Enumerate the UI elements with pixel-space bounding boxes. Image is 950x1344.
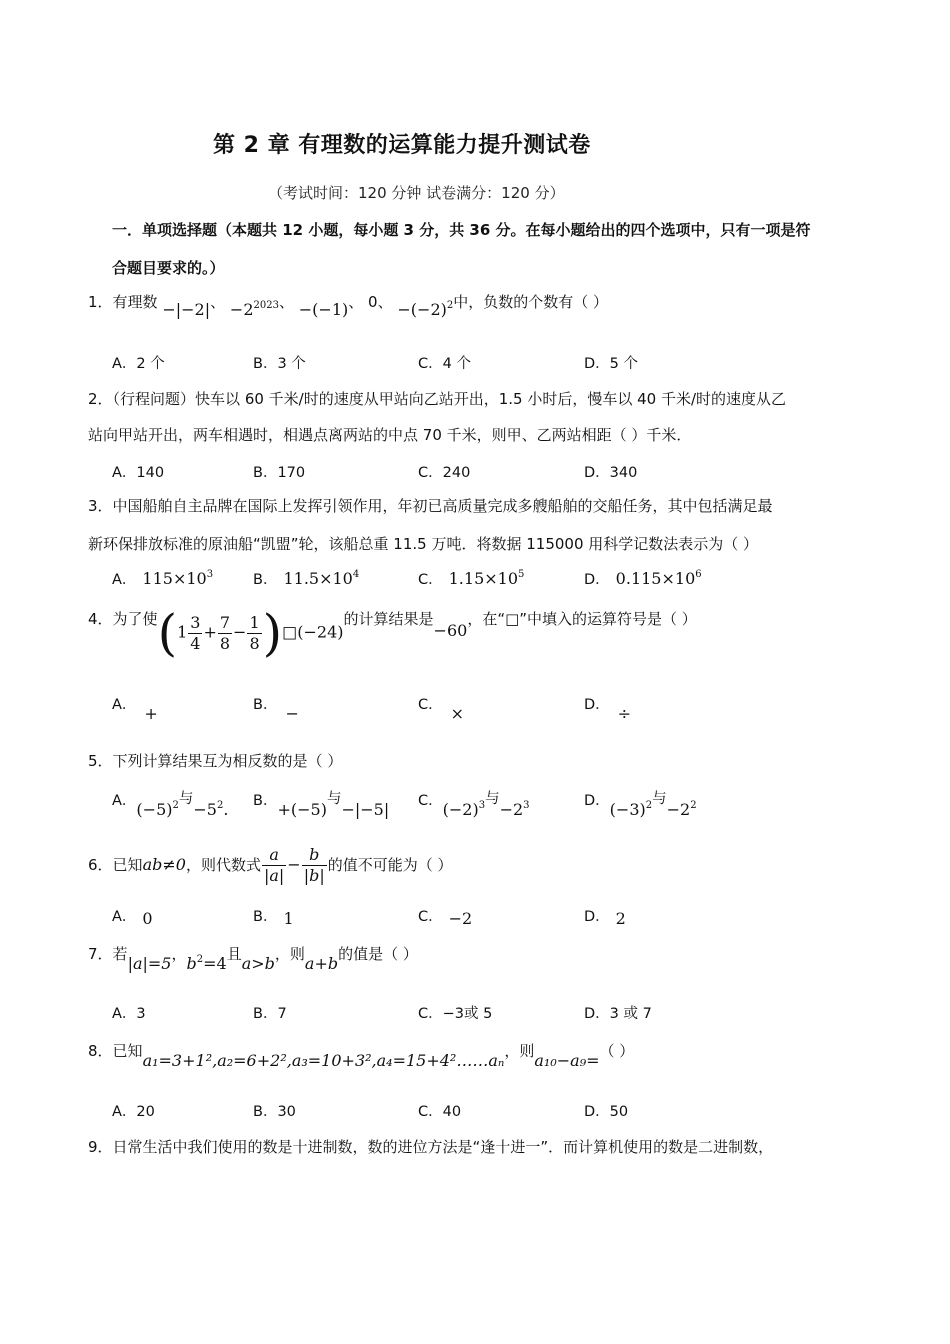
q1-option-c: C．4 个: [418, 356, 471, 372]
question-1: 1．有理数 −|−2|、 $-2^{2023}$、 −(−1)、 0、 $-(-2)^2$中，负数的个数有（ ）: [88, 293, 609, 319]
q1-sep-1: 、: [210, 293, 226, 311]
q5-option-d: D．$(-3)^2$与$-2^2$: [584, 791, 697, 819]
q6-fraction-a: $\frac{a}{|a|}$: [263, 845, 285, 885]
q7-number: 7．: [88, 945, 113, 963]
question-8: 8．已知a₁=3+1²,a₂=6+2²,a₃=10+3²,a₄=15+4²……aₙ，则a₁₀−a₉=（ ）: [88, 1042, 635, 1070]
q5-option-a: A．$(-5)^2$与$-5^2$.: [112, 791, 229, 819]
q1-prefix: 有理数: [112, 293, 158, 311]
q6-option-a: A． 0: [112, 909, 153, 928]
q1-option-d: D．5 个: [584, 356, 638, 372]
q8-option-d: D．50: [584, 1104, 629, 1120]
q7-option-a: A．3: [112, 1006, 146, 1022]
q4-fraction-1: $\frac{3}{4}$: [190, 612, 201, 653]
question-3-line2: 新环保排放标准的原油船“凯盟”轮，该船总重 11.5 万吨．将数据 115000 用科学记数法表示为（ ）: [88, 535, 759, 553]
q8-option-b: B．30: [253, 1104, 296, 1120]
q5-option-b: B．+(−5)与−|−5|: [253, 791, 390, 819]
q5-option-c: C．$(-2)^3$与$-2^3$: [418, 791, 530, 819]
q4-option-c: C． ×: [418, 697, 465, 723]
question-2-line1: 2．（行程问题）快车以 60 千米/时的速度从甲站向乙站开出，1.5 小时后，慢车以 40 千米/时的速度从乙: [88, 390, 787, 408]
q1-expr-1: −|−2|: [162, 300, 211, 319]
q3-option-b: B． $11.5\times 10^4$: [253, 569, 360, 588]
q4-fraction-2: $\frac{7}{8}$: [219, 612, 231, 653]
question-4: 4．为了使(1 $\frac{3}{4}$ + $\frac{7}{8}$ − $\frac{1}{8}$ )□(−24)的计算结果是−60，在“□”中填入的运算符号是（ ）: [88, 604, 697, 662]
q4-result: −60: [433, 620, 468, 640]
page-title: 第 2 章 有理数的运算能力提升测试卷: [213, 133, 591, 158]
question-6: 6．已知ab≠0，则代数式 $\frac{a}{|a|}$ − $\frac{b}{|b|}$ 的值不可能为（ ）: [88, 845, 453, 885]
q1-expr-4: 0: [368, 293, 378, 311]
q4-number: 4．: [88, 609, 113, 628]
q6-fraction-b: $\frac{b}{|b|}$: [303, 845, 325, 885]
q4-option-b: B． −: [253, 697, 299, 723]
section-heading-line1: 一．单项选择题（本题共 12 小题，每小题 3 分，共 36 分。在每小题给出的四个选项中，只有一项是符: [112, 221, 811, 239]
q2-option-a: A．140: [112, 465, 165, 481]
q4-suffix: ，在“□”中填入的运算符号是（ ）: [467, 609, 697, 628]
q1-suffix: 中，负数的个数有（ ）: [453, 293, 609, 311]
q6-option-c: C． −2: [418, 909, 473, 928]
q4-whole: 1: [177, 622, 188, 642]
q7-option-c: C．−3或 5: [418, 1006, 493, 1022]
q1-expr-3: −(−1): [298, 300, 349, 319]
q3-option-c: C． $1.15\times 10^5$: [418, 569, 525, 588]
question-7: 7．若|a|=5，$b^2=4$且a>b，则a+b的值是（ ）: [88, 945, 418, 973]
q6-suffix: 的值不可能为（ ）: [327, 856, 453, 874]
q6-option-d: D． 2: [584, 909, 626, 928]
q1-expr-5: $-(-2)^2$: [397, 300, 454, 319]
q1-number: 1．: [88, 293, 113, 311]
question-9-line1: 9．日常生活中我们使用的数是十进制数，数的进位方法是“逢十进一”．而计算机使用的数是二进制数，: [88, 1138, 774, 1156]
q8-number: 8．: [88, 1042, 113, 1060]
q4-option-d: D． ÷: [584, 697, 632, 723]
q4-box-expr: □(−24): [282, 622, 344, 642]
q2-option-c: C．240: [418, 465, 471, 481]
q4-option-a: A． +: [112, 697, 158, 723]
q3-option-d: D． $0.115\times 10^6$: [584, 569, 702, 588]
q7-option-d: D．3 或 7: [584, 1006, 652, 1022]
q2-option-d: D．340: [584, 465, 638, 481]
q1-option-a: A．2 个: [112, 356, 165, 372]
section-heading-line2: 合题目要求的。）: [112, 259, 225, 277]
q8-sequence: a₁=3+1²,a₂=6+2²,a₃=10+3²,a₄=15+4²……aₙ: [142, 1051, 505, 1070]
q6-option-b: B． 1: [253, 909, 294, 928]
question-5: 5．下列计算结果互为相反数的是（ ）: [88, 752, 343, 770]
q4-fraction-3: $\frac{1}{8}$: [249, 612, 260, 653]
q3-option-a: A． $115\times 10^3$: [112, 569, 214, 588]
q8-option-a: A．20: [112, 1104, 155, 1120]
q1-expr-2: $-2^{2023}$: [229, 300, 279, 319]
q1-option-b: B．3 个: [253, 356, 306, 372]
q6-condition: ab≠0: [142, 855, 186, 874]
question-3-line1: 3．中国船舶自主品牌在国际上发挥引领作用，年初已高质量完成多艘船舶的交船任务，其中包括满足最: [88, 497, 773, 515]
q2-option-b: B．170: [253, 465, 306, 481]
question-2-line2: 站向甲站开出，两车相遇时，相遇点离两站的中点 70 千米，则甲、乙两站相距（ ）千米．: [88, 426, 692, 444]
q7-option-b: B．7: [253, 1006, 287, 1022]
q8-expression: a₁₀−a₉=: [534, 1051, 600, 1070]
q4-prefix: 为了使: [112, 609, 158, 628]
exam-info: （考试时间：120 分钟 试卷满分：120 分）: [268, 184, 565, 202]
q6-number: 6．: [88, 856, 113, 874]
q8-option-c: C．40: [418, 1104, 462, 1120]
